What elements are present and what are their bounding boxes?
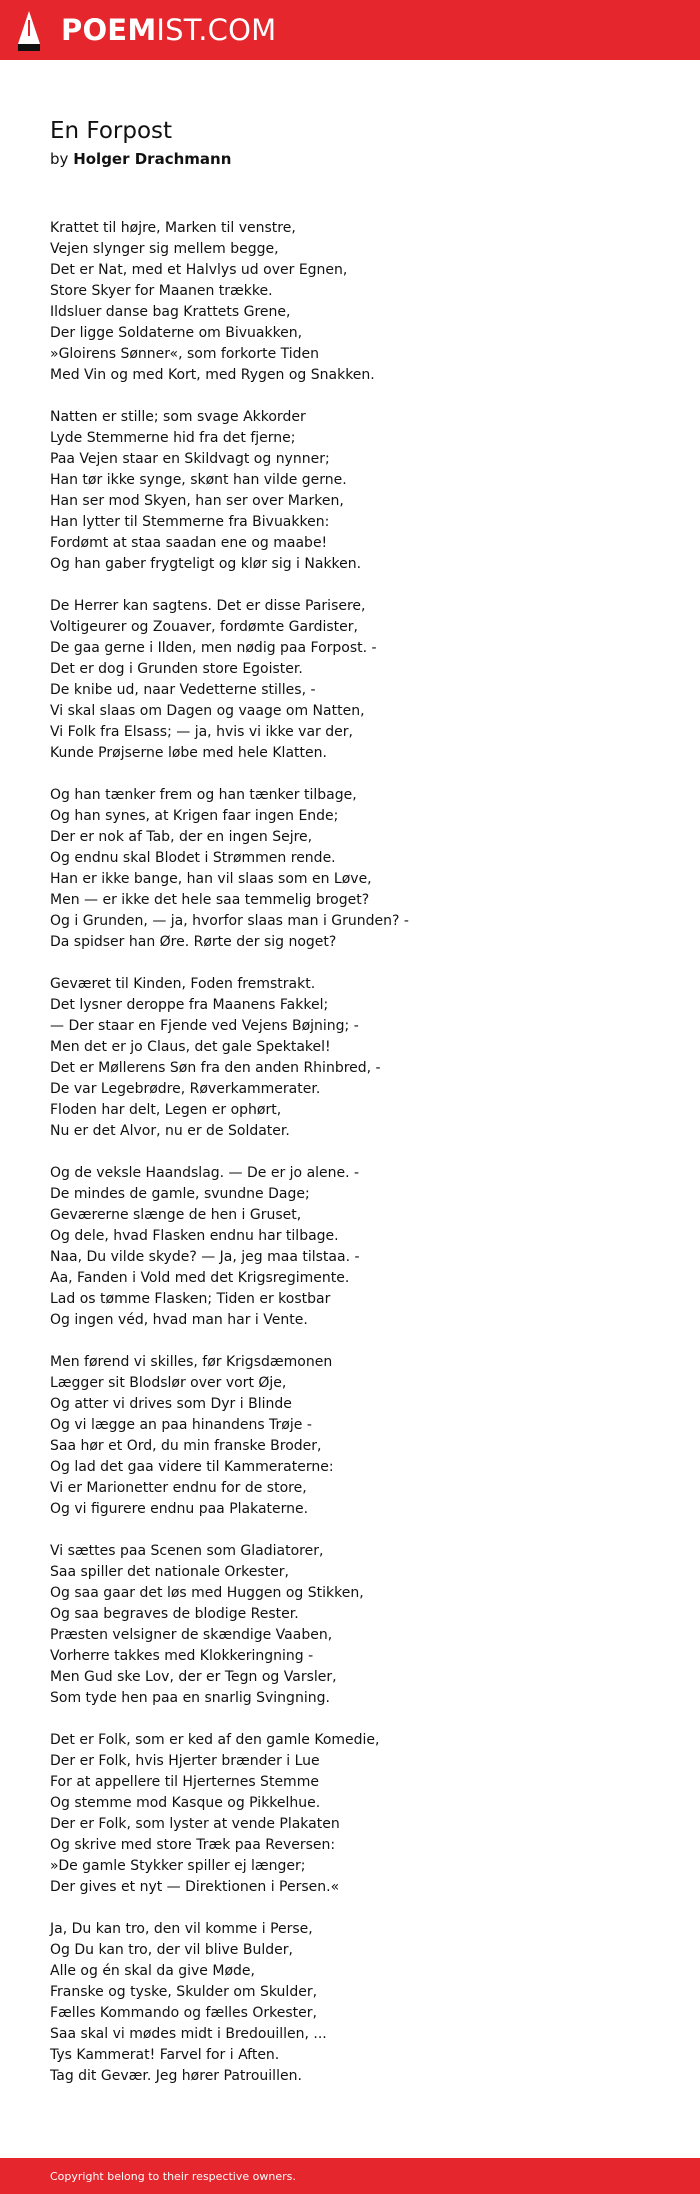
poem-line: Vorherre takkes med Klokkeringning - (50, 1648, 314, 1664)
site-header (0, 0, 700, 60)
poem-line: Og stemme mod Kasque og Pikkelhue. (50, 1795, 321, 1811)
poem-line: Naa, Du vilde skyde? — Ja, jeg maa tilstaa. - (50, 1249, 360, 1265)
poem-line: Men det er jo Claus, det gale Spektakel! (50, 1039, 331, 1055)
poem-line: Og skrive med store Træk paa Reversen: (50, 1837, 336, 1853)
poem-line: Der ligge Soldaterne om Bivuakken, (50, 325, 303, 341)
poem-line: Tys Kammerat! Farvel for i Aften. (50, 2047, 280, 2063)
stanza (50, 1541, 670, 1709)
poem-line: »De gamle Stykker spiller ej længer; (50, 1858, 306, 1874)
poem-line: De knibe ud, naar Vedetterne stilles, - (50, 682, 316, 698)
poem-line: Han tør ikke synge, skønt han vilde gerne. (50, 472, 347, 488)
author-name[interactable]: Holger Drachmann (73, 150, 232, 168)
poem-line: Præsten velsigner de skændige Vaaben, (50, 1627, 333, 1643)
poem-line: Voltigeurer og Zouaver, fordømte Gardister, (50, 619, 358, 635)
poem-line: Det lysner deroppe fra Maanens Fakkel; (50, 997, 329, 1013)
poem-line: Aa, Fanden i Vold med det Krigsregimente. (50, 1270, 350, 1286)
stanza (50, 785, 670, 953)
poem-line: »Gloirens Sønner«, som forkorte Tiden (50, 346, 320, 362)
poem-line: Der gives et nyt — Direktionen i Persen.« (50, 1879, 340, 1895)
logo-text-bold: POEM (61, 13, 157, 47)
stanza-gap (50, 1520, 670, 1541)
poem-line: Lad os tømme Flasken; Tiden er kostbar (50, 1291, 331, 1307)
poem-line: Nu er det Alvor, nu er de Soldater. (50, 1123, 290, 1139)
poem-line: Det er Møllerens Søn fra den anden Rhinbred, - (50, 1060, 381, 1076)
stanza (50, 596, 670, 764)
poem-line: Geværerne slænge de hen i Gruset, (50, 1207, 302, 1223)
poem-line: Franske og tyske, Skulder om Skulder, (50, 1984, 318, 2000)
poem-line: Og saa gaar det løs med Huggen og Stikken, (50, 1585, 364, 1601)
poem-line: Fordømt at staa saadan ene og maabe! (50, 535, 328, 551)
stanza (50, 1919, 670, 2087)
stanza (50, 1163, 670, 1331)
poem-line: For at appellere til Hjerternes Stemme (50, 1774, 319, 1790)
poem-line: Og vi lægge an paa hinandens Trøje - (50, 1417, 312, 1433)
poem-line: Kunde Prøjserne løbe med hele Klatten. (50, 745, 327, 761)
poem-line: Ildsluer danse bag Krattets Grene, (50, 304, 291, 320)
poem-line: Og han tænker frem og han tænker tilbage, (50, 787, 357, 803)
byline (50, 149, 231, 169)
stanza-gap (50, 1331, 670, 1352)
poem-line: De Herrer kan sagtens. Det er disse Parisere, (50, 598, 366, 614)
poem-line: Som tyde hen paa en snarlig Svingning. (50, 1690, 330, 1706)
poem-line: Saa hør et Ord, du min franske Broder, (50, 1438, 322, 1454)
poem-line: Det er Folk, som er ked af den gamle Komedie, (50, 1732, 380, 1748)
stanza-gap (50, 764, 670, 785)
poem-line: Med Vin og med Kort, med Rygen og Snakken. (50, 367, 375, 383)
poem-line: Floden har delt, Legen er ophørt, (50, 1102, 282, 1118)
poem-line: Da spidser han Øre. Rørte der sig noget? (50, 934, 337, 950)
poem-line: Saa skal vi mødes midt i Bredouillen, ... (50, 2026, 327, 2042)
stanza-gap (50, 1898, 670, 1919)
poem-line: Men Gud ske Lov, der er Tegn og Varsler, (50, 1669, 337, 1685)
poem-line: De gaa gerne i Ilden, men nødig paa Forpost. - (50, 640, 377, 656)
poem-line: Og ingen véd, hvad man har i Vente. (50, 1312, 308, 1328)
site-logo[interactable] (61, 13, 276, 47)
poem-line: De mindes de gamle, svundne Dage; (50, 1186, 310, 1202)
poem-line: Store Skyer for Maanen trække. (50, 283, 273, 299)
poem-line: Og han synes, at Krigen faar ingen Ende; (50, 808, 339, 824)
poem-line: Og vi figurere endnu paa Plakaterne. (50, 1501, 309, 1517)
stanza (50, 1730, 670, 1898)
poem-line: Og Du kan tro, der vil blive Bulder, (50, 1942, 293, 1958)
stanza (50, 218, 670, 386)
poem-line: Og endnu skal Blodet i Strømmen rende. (50, 850, 336, 866)
poem-line: Saa spiller det nationale Orkester, (50, 1564, 290, 1580)
poem-line: Natten er stille; som svage Akkorder (50, 409, 306, 425)
poem-line: Vi er Marionetter endnu for de store, (50, 1480, 307, 1496)
poem-line: Fælles Kommando og fælles Orkester, (50, 2005, 317, 2021)
stanza (50, 407, 670, 575)
poem-line: Tag dit Gevær. Jeg hører Patrouillen. (50, 2068, 302, 2084)
stanza-gap (50, 1142, 670, 1163)
poem-line: Der er Folk, hvis Hjerter brænder i Lue (50, 1753, 320, 1769)
poem-body (50, 218, 670, 2087)
by-label: by (50, 150, 69, 168)
poem-line: Vi sættes paa Scenen som Gladiatorer, (50, 1543, 324, 1559)
poem-line: Krattet til højre, Marken til venstre, (50, 220, 296, 236)
poem-line: Der er Folk, som lyster at vende Plakaten (50, 1816, 340, 1832)
poem-line: — Der staar en Fjende ved Vejens Bøjning; - (50, 1018, 359, 1034)
logo-text-light: IST.COM (156, 13, 277, 47)
poem-line: Han ser mod Skyen, han ser over Marken, (50, 493, 344, 509)
poem-line: Og de veksle Haandslag. — De er jo alene. - (50, 1165, 360, 1181)
poem-line: Og dele, hvad Flasken endnu har tilbage. (50, 1228, 339, 1244)
poem-line: Det er Nat, med et Halvlys ud over Egnen, (50, 262, 348, 278)
site-footer (0, 2158, 700, 2194)
poem-line: Vi Folk fra Elsass; — ja, hvis vi ikke var der, (50, 724, 353, 740)
stanza-gap (50, 953, 670, 974)
poem-line: Men førend vi skilles, før Krigsdæmonen (50, 1354, 333, 1370)
poem-line: Og i Grunden, — ja, hvorfor slaas man i Grunden? - (50, 913, 409, 929)
stanza (50, 1352, 670, 1520)
poem-line: Der er nok af Tab, der en ingen Sejre, (50, 829, 313, 845)
poem-line: Geværet til Kinden, Foden fremstrakt. (50, 976, 316, 992)
poem-line: Lægger sit Blodslør over vort Øje, (50, 1375, 287, 1391)
poem-line: Han er ikke bange, han vil slaas som en Løve, (50, 871, 372, 887)
poem-line: Alle og én skal da give Møde, (50, 1963, 255, 1979)
poem-line: Og saa begraves de blodige Rester. (50, 1606, 299, 1622)
poem-line: Og atter vi drives som Dyr i Blinde (50, 1396, 292, 1412)
poem-line: Og lad det gaa videre til Kammeraterne: (50, 1459, 334, 1475)
stanza-gap (50, 386, 670, 407)
poem-title: En Forpost (50, 118, 173, 144)
pen-nib-icon[interactable] (16, 10, 42, 52)
poem-line: Han lytter til Stemmerne fra Bivuakken: (50, 514, 330, 530)
poem-line: Og han gaber frygteligt og klør sig i Nakken. (50, 556, 362, 572)
stanza-gap (50, 575, 670, 596)
poem-line: Paa Vejen staar en Skildvagt og nynner; (50, 451, 330, 467)
stanza (50, 974, 670, 1142)
poem-line: Ja, Du kan tro, den vil komme i Perse, (50, 1921, 313, 1937)
poem-line: Lyde Stemmerne hid fra det fjerne; (50, 430, 296, 446)
poem-line: De var Legebrødre, Røverkammerater. (50, 1081, 321, 1097)
copyright-text: Copyright belong to their respective owners. (50, 2170, 296, 2183)
poem-line: Vejen slynger sig mellem begge, (50, 241, 279, 257)
poem-line: Det er dog i Grunden store Egoister. (50, 661, 303, 677)
stanza-gap (50, 1709, 670, 1730)
poem-line: Vi skal slaas om Dagen og vaage om Natten, (50, 703, 365, 719)
poem-line: Men — er ikke det hele saa temmelig broget? (50, 892, 370, 908)
